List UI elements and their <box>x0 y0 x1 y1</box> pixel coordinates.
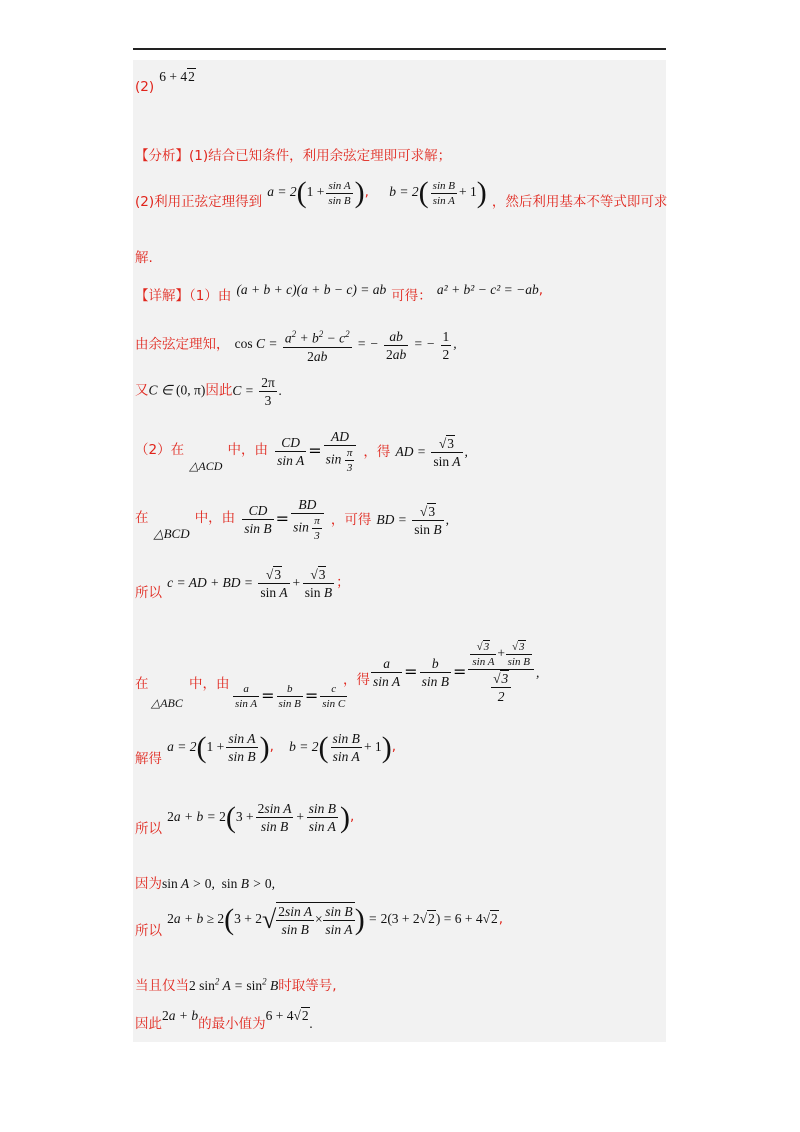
step2-pre: 由余弦定理知， <box>135 336 230 353</box>
step10-pre: 因为 <box>135 876 162 892</box>
analysis-part2-post: ，然后利用基本不等式即可求 <box>491 194 668 211</box>
step5-mid: 中，由 <box>194 510 236 526</box>
step13-mid: 的最小值为 <box>198 1016 266 1032</box>
answer-2-line <box>135 66 196 95</box>
detail-step10 <box>135 872 275 892</box>
answer-2-value: 6 + 42 <box>159 69 195 84</box>
answer-2-label: (2) <box>135 79 155 95</box>
b-solution: b = 2( $\frac{\text{sin B}}{\text{sin A}}$ + 1) <box>289 730 392 764</box>
detail-step12 <box>135 974 337 994</box>
detail-step5: 在 $_{\triangle BCD}$ 中，由 $\frac{CD}{\text{sin B}}$ = BD sin $\frac{\pi}{3}$ ，可得 BD = $\frac{√3}{\text{sin B}}$ , <box>135 497 450 542</box>
equality-condition: 2 $\sin^2 A = \sin^2 B$ <box>189 976 279 993</box>
triangle-abc: △ABC <box>151 696 183 710</box>
formula-a: a = 2(1 + $\frac{\text{sin A}}{\text{sin B}}$ ) <box>267 176 365 209</box>
step1-equation: (a + b + c)(a + b − c) = ab <box>236 282 387 297</box>
step5-get: ，可得 <box>330 512 372 528</box>
detail-step2 <box>135 326 457 365</box>
c-sum: c = AD + BD = $\frac{√3}{\text{sin A}}$ + $\frac{√3}{\text{sin B}}$ <box>167 567 333 600</box>
analysis-part2-pre: (2)利用正弦定理得到 <box>135 194 263 211</box>
triangle-acd: △ACD <box>189 459 223 473</box>
min-value: 6 + 4√2 <box>265 1008 309 1023</box>
step4-get: ，得 <box>363 444 391 460</box>
step12-pre: 当且仅当 <box>135 978 189 994</box>
step12-post: 时取等号, <box>278 978 337 994</box>
sine-ratio-acd: $\frac{CD}{\text{sin A}}$ <box>277 435 305 468</box>
step1-pre: （1）由 <box>189 288 232 304</box>
positivity: sin A > 0, sin B > 0, <box>162 876 276 891</box>
step11-pre: 所以 <box>135 923 162 940</box>
step3-pre: 又 <box>135 382 149 399</box>
ratio-chain: $\frac{a}{\text{sin A}}$ = $\frac{b}{\text{sin B}}$ = $\frac{√3}{\text{sin A}}$ + $\frac{√3}{\text{sin B}}$ $\frac{√3}{2}$ , <box>373 641 540 704</box>
c-value: C = $\frac{2\pi}{3}$ . <box>232 375 283 408</box>
detail-step8: $_{解得}$ a = 2(1 + $\frac{\text{sin A}}{\text{sin B}}$ ), b = 2( $\frac{\text{sin B}}{\text{sin A}}$ + 1), <box>135 730 396 767</box>
triangle-bcd: △BCD <box>153 526 190 541</box>
bd-value: BD = $\frac{√3}{\text{sin B}}$ , <box>376 504 450 538</box>
step1-result: a² + b² − c² = −ab <box>436 282 539 297</box>
detail-head: 【详解】 <box>135 288 189 304</box>
detail-step1: $_{【详解】(1)由}$ (a + b + c)(a + b − c) = ab $_{可得:}$ a² + b² − c² = −ab, <box>135 282 544 304</box>
formula-b: b = 2( $\frac{\text{sin B}}{\text{sin A}}$ + 1) <box>389 176 487 209</box>
detail-step9: $_{所以}$ 2a + b = 2(3 + $\frac{\text{2sin A}}{\text{sin B}}$ + $\frac{\text{sin B}}{\text{sin A}}$ ), <box>135 800 355 837</box>
detail-step3 <box>135 374 282 409</box>
analysis-part1: (1)结合已知条件，利用余弦定理即可求解； <box>189 148 452 164</box>
inequality: 2a + b ≥ 2(3 + 2√ $\frac{\text{2sin A}}{\text{sin B}}$ × $\frac{\text{sin B}}{\text{sin A}}$ ) = 2(3 + 2√2) = 6 + 4√2 <box>167 903 498 937</box>
step13-post: . <box>309 1016 314 1031</box>
cos-formula: cos C = $\frac{a^2 + b^2 - c^2}{2ab}$ = − $\frac{ab}{2ab}$ = − $\frac{1}{2}$ , <box>235 336 457 351</box>
step4-mid: 中，由 <box>227 442 269 458</box>
sine-ratio-bcd: $\frac{CD}{\text{sin B}}$ <box>244 503 272 536</box>
ad-value: AD = $\frac{√3}{\text{sin A}}$ , <box>395 436 468 470</box>
step7-pre: 在 <box>135 676 149 692</box>
a-solution: a = 2(1 + $\frac{\text{sin A}}{\text{sin B}}$ ) <box>167 730 270 764</box>
analysis-part2-tail: 解. <box>135 250 153 266</box>
c-range: C ∈ (0, π) <box>148 382 206 398</box>
analysis-line-1 <box>135 144 451 164</box>
step3-mid: 因此 <box>205 382 233 399</box>
step5-pre: 在 <box>135 510 149 526</box>
step6-pre: 所以 <box>135 584 162 601</box>
detail-step11: $_{所以}$ 2a + b ≥ 2(3 + 2√ $\frac{\text{2sin A}}{\text{sin B}}$ × $\frac{\text{sin B}}{\text{sin A}}$ ) = 2(3 + 2√2) = 6 + 4√2, <box>135 903 504 940</box>
step9-pre: 所以 <box>135 820 162 837</box>
header-rule <box>133 48 666 50</box>
analysis-line-2: $_{(2)利用正弦定理得到}$ a = 2(1 + $\frac{\text{sin A}}{\text{sin B}}$ ), b = 2( $\frac{\text{sin B}}{\text{sin A}}$ + 1) $_{,然后利用基本不等式即可求}$ <box>135 176 668 211</box>
step7-get: ，得 <box>343 672 370 688</box>
detail-step4: （2）在 $_{\triangle ACD}$ 中，由 $\frac{CD}{\text{sin A}}$ = AD sin $\frac{\pi}{3}$ ，得 AD = $\frac{√3}{\text{sin A}}$ , <box>135 429 468 474</box>
analysis-head: 【分析】 <box>135 148 189 164</box>
step13-pre: 因此 <box>135 1016 162 1032</box>
detail-step13 <box>135 1004 314 1032</box>
step4-pre: （2）在 <box>135 442 185 458</box>
detail-step6: $_{所以}$ c = AD + BD = $\frac{√3}{\text{sin A}}$ + $\frac{√3}{\text{sin B}}$ ； <box>135 567 350 601</box>
step7-mid: 中，由 <box>189 676 230 692</box>
sine-law-abc: $\frac{a}{\text{sin A}}$ = $\frac{b}{\text{sin B}}$ = $\frac{c}{\text{sin C}}$ <box>235 683 346 710</box>
step1-mid: 可得： <box>391 288 432 304</box>
sum-expression: 2a + b = 2(3 + $\frac{\text{2sin A}}{\text{sin B}}$ + $\frac{\text{sin B}}{\text{sin A}}$ ) <box>167 800 350 834</box>
target-expression: 2a + b <box>162 1008 199 1023</box>
step8-pre: 解得 <box>135 750 162 767</box>
